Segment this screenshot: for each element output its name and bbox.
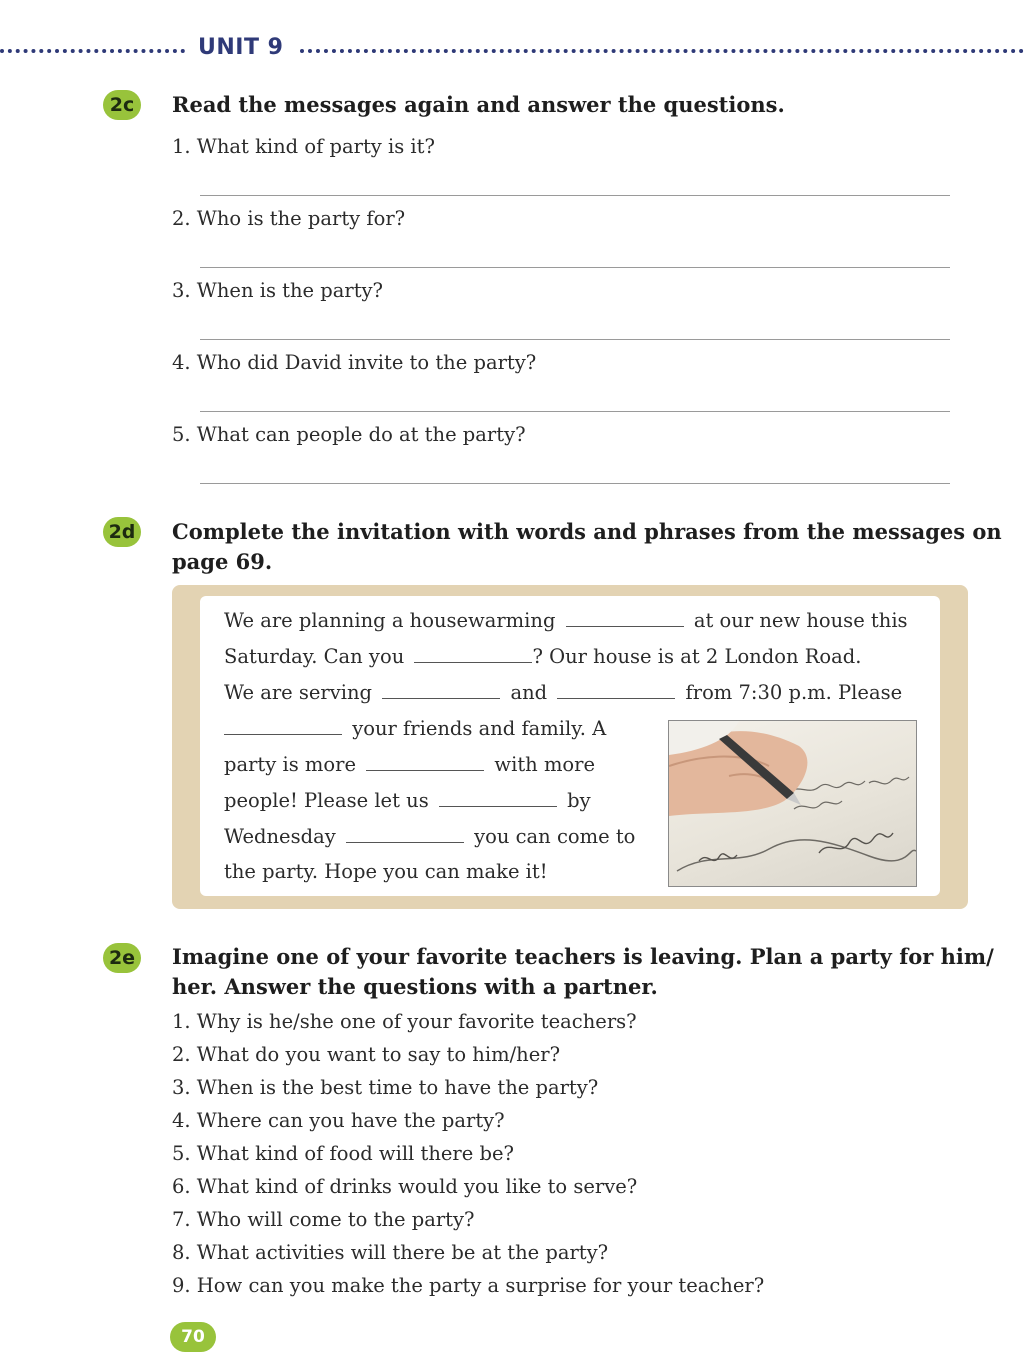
invitation-text: from 7:30 p.m. Please — [685, 681, 903, 704]
question-2e-7: 7. Who will come to the party? — [172, 1208, 475, 1231]
invitation-text: by — [567, 789, 591, 812]
invitation-text: We are planning a housewarming — [224, 609, 556, 632]
instruction-2e-line2: her. Answer the questions with a partner. — [172, 974, 658, 999]
writing-hand-illustration — [669, 721, 916, 886]
invitation-text: you can come to — [474, 825, 636, 848]
invitation-text: with more — [494, 753, 596, 776]
invitation-line-7 — [224, 824, 635, 848]
invitation-text: people! Please let us — [224, 789, 429, 812]
question-2e-6: 6. What kind of drinks would you like to serve? — [172, 1175, 638, 1198]
instruction-2d-line1: Complete the invitation with words and phrases from the messages on — [172, 519, 1002, 544]
question-2c-3: 3. When is the party? — [172, 279, 384, 302]
badge-2e: 2e — [103, 943, 141, 973]
invitation-text: Wednesday — [224, 825, 336, 848]
invitation-line-6 — [224, 788, 591, 812]
question-2e-1: 1. Why is he/she one of your favorite teachers? — [172, 1010, 637, 1033]
invitation-line-3 — [224, 680, 902, 704]
invitation-text: at our new house this — [693, 609, 908, 632]
question-2c-5: 5. What can people do at the party? — [172, 423, 526, 446]
invitation-blank-6[interactable] — [366, 752, 484, 771]
answer-line-3[interactable] — [200, 339, 950, 340]
answer-line-4[interactable] — [200, 411, 950, 412]
answer-line-5[interactable] — [200, 483, 950, 484]
invitation-text: ? Our house is at 2 London Road. — [532, 645, 862, 668]
page-number: 70 — [170, 1322, 216, 1352]
invitation-blank-5[interactable] — [224, 716, 342, 735]
instruction-2e-line1: Imagine one of your favorite teachers is leaving. Plan a party for him/ — [172, 944, 994, 969]
invitation-text: and — [510, 681, 548, 704]
invitation-line-1 — [224, 608, 908, 632]
header-dots-right — [300, 49, 1024, 53]
invitation-blank-7[interactable] — [439, 788, 557, 807]
question-2c-2: 2. Who is the party for? — [172, 207, 406, 230]
invitation-text: party is more — [224, 753, 357, 776]
invitation-blank-2[interactable] — [414, 644, 532, 663]
answer-line-2[interactable] — [200, 267, 950, 268]
invitation-line-4 — [224, 716, 606, 740]
invitation-blank-8[interactable] — [346, 824, 464, 843]
question-2e-8: 8. What activities will there be at the party? — [172, 1241, 609, 1264]
question-2c-1: 1. What kind of party is it? — [172, 135, 435, 158]
invitation-blank-1[interactable] — [566, 608, 684, 627]
header-dots-left — [0, 49, 185, 53]
invitation-line-5 — [224, 752, 595, 776]
question-2e-4: 4. Where can you have the party? — [172, 1109, 505, 1132]
instruction-2e — [172, 942, 994, 1002]
instruction-2d — [172, 517, 1002, 577]
answer-line-1[interactable] — [200, 195, 950, 196]
invitation-blank-4[interactable] — [557, 680, 675, 699]
badge-2d: 2d — [103, 517, 141, 547]
instruction-2c: Read the messages again and answer the questions. — [172, 92, 785, 117]
invitation-blank-3[interactable] — [382, 680, 500, 699]
unit-title: UNIT 9 — [198, 35, 284, 60]
badge-2c: 2c — [103, 90, 141, 120]
invitation-line-2 — [224, 644, 861, 668]
invitation-text: your friends and family. A — [352, 717, 607, 740]
question-2c-4: 4. Who did David invite to the party? — [172, 351, 537, 374]
question-2e-5: 5. What kind of food will there be? — [172, 1142, 514, 1165]
question-2e-2: 2. What do you want to say to him/her? — [172, 1043, 561, 1066]
writing-hand-photo — [668, 720, 917, 887]
question-2e-3: 3. When is the best time to have the party? — [172, 1076, 599, 1099]
invitation-text: Saturday. Can you — [224, 645, 405, 668]
invitation-line-8: the party. Hope you can make it! — [224, 860, 548, 883]
question-2e-9: 9. How can you make the party a surprise for your teacher? — [172, 1274, 765, 1297]
invitation-text: We are serving — [224, 681, 373, 704]
instruction-2d-line2: page 69. — [172, 549, 273, 574]
